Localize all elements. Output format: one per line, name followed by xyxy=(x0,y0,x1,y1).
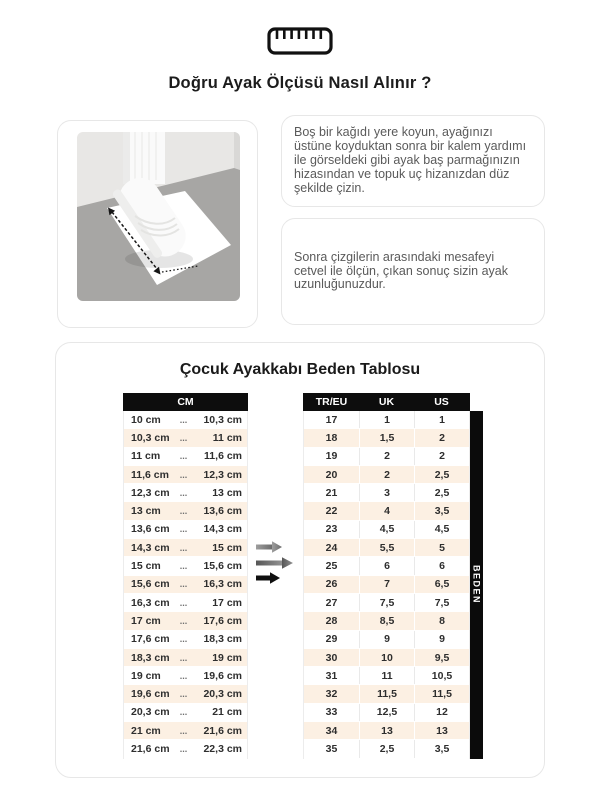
range-dots: ... xyxy=(179,561,188,572)
size-table-rows xyxy=(303,411,470,759)
table-row xyxy=(124,429,247,447)
cm-from-cell: 11 cm xyxy=(131,450,161,463)
us-cell: 2,5 xyxy=(414,484,469,501)
us-cell: 9,5 xyxy=(414,649,469,666)
tr-eu-cell: 22 xyxy=(325,505,338,518)
cm-to-cell: 16,3 cm xyxy=(203,578,242,591)
us-cell: 12 xyxy=(414,704,469,721)
uk-cell: 1 xyxy=(359,411,414,428)
cm-to-cell: 20,3 cm xyxy=(203,688,242,701)
table-row xyxy=(124,685,247,703)
us-cell: 6 xyxy=(414,557,469,574)
cm-table-header: CM xyxy=(123,393,248,411)
cm-to-cell: 18,3 cm xyxy=(203,633,242,646)
uk-cell: 10 xyxy=(359,649,414,666)
us-cell: 3,5 xyxy=(414,740,469,757)
tr-eu-cell: 21 xyxy=(325,486,338,499)
cm-from-cell: 18,3 cm xyxy=(131,651,170,664)
instruction-step-2 xyxy=(281,218,545,325)
tr-eu-cell: 31 xyxy=(325,669,338,682)
instruction-step-2-text: Sonra çizgilerin arasındaki mesafeyi cetvel ile ölçün, çıkan sonuç sizin ayak uzunluğunuzdur. xyxy=(294,249,508,292)
cm-to-cell: 13 cm xyxy=(212,486,242,499)
range-dots: ... xyxy=(179,670,188,681)
uk-cell: 11 xyxy=(359,667,414,684)
uk-cell: 2,5 xyxy=(359,740,414,757)
tr-eu-cell: 29 xyxy=(325,633,338,646)
range-dots: ... xyxy=(179,451,188,462)
us-cell: 2 xyxy=(414,448,469,465)
tr-eu-cell: 18 xyxy=(325,431,338,444)
table-row xyxy=(124,704,247,722)
cm-from-cell: 21 cm xyxy=(131,724,161,737)
range-dots: ... xyxy=(179,524,188,535)
table-row xyxy=(304,631,469,649)
us-cell: 2,5 xyxy=(414,466,469,483)
cm-to-cell: 15,6 cm xyxy=(203,560,242,573)
range-dots: ... xyxy=(179,506,188,517)
range-dots: ... xyxy=(179,487,188,498)
table-row xyxy=(304,685,469,703)
uk-cell: 9 xyxy=(359,631,414,648)
uk-cell: 4 xyxy=(359,502,414,519)
us-cell: 2 xyxy=(414,429,469,446)
cm-to-cell: 15 cm xyxy=(212,541,242,554)
range-dots: ... xyxy=(179,615,188,626)
cm-from-cell: 15 cm xyxy=(131,560,161,573)
table-row xyxy=(304,502,469,520)
tr-eu-cell: 25 xyxy=(325,560,338,573)
cm-from-cell: 11,6 cm xyxy=(131,468,169,481)
us-cell: 11,5 xyxy=(414,685,469,702)
uk-cell: 3 xyxy=(359,484,414,501)
cm-from-cell: 10,3 cm xyxy=(131,431,170,444)
range-dots: ... xyxy=(179,743,188,754)
table-row xyxy=(124,484,247,502)
us-cell: 1 xyxy=(414,411,469,428)
range-dots: ... xyxy=(179,652,188,663)
cm-to-cell: 13,6 cm xyxy=(203,505,242,518)
table-row xyxy=(304,667,469,685)
table-row xyxy=(124,521,247,539)
cm-to-cell: 19 cm xyxy=(212,651,242,664)
cm-table-rows xyxy=(123,411,248,759)
tr-eu-cell: 34 xyxy=(325,724,338,737)
instruction-step-1 xyxy=(281,115,545,207)
table-row xyxy=(124,612,247,630)
uk-cell: 8,5 xyxy=(359,612,414,629)
cm-from-cell: 17 cm xyxy=(131,614,161,627)
range-dots: ... xyxy=(179,579,188,590)
cm-to-cell: 12,3 cm xyxy=(203,468,242,481)
tr-eu-cell: 35 xyxy=(325,742,338,755)
tr-eu-cell: 33 xyxy=(325,706,338,719)
table-row xyxy=(304,448,469,466)
table-row xyxy=(304,594,469,612)
uk-cell: 7,5 xyxy=(359,594,414,611)
cm-table xyxy=(123,393,248,759)
us-cell: 6,5 xyxy=(414,576,469,593)
table-row xyxy=(124,466,247,484)
uk-cell: 11,5 xyxy=(359,685,414,702)
table-row xyxy=(304,740,469,758)
table-row xyxy=(124,576,247,594)
cm-to-cell: 19,6 cm xyxy=(203,669,242,682)
uk-cell: 5,5 xyxy=(359,539,414,556)
cm-from-cell: 13 cm xyxy=(131,505,161,518)
us-cell: 4,5 xyxy=(414,521,469,538)
tr-eu-cell: 26 xyxy=(325,578,338,591)
us-cell: 10,5 xyxy=(414,667,469,684)
table-row xyxy=(124,667,247,685)
cm-from-cell: 21,6 cm xyxy=(131,742,170,755)
us-cell: 3,5 xyxy=(414,502,469,519)
cm-from-cell: 15,6 cm xyxy=(131,578,170,591)
range-dots: ... xyxy=(179,725,188,736)
range-dots: ... xyxy=(179,469,188,480)
uk-cell: 1,5 xyxy=(359,429,414,446)
cm-to-cell: 17 cm xyxy=(212,596,242,609)
table-row xyxy=(124,649,247,667)
cm-to-cell: 10,3 cm xyxy=(203,413,242,426)
tr-eu-cell: 23 xyxy=(325,523,338,536)
range-dots: ... xyxy=(179,689,188,700)
size-table-card xyxy=(55,342,545,778)
us-cell: 8 xyxy=(414,612,469,629)
table-row xyxy=(304,466,469,484)
cm-to-cell: 21 cm xyxy=(212,706,242,719)
cm-from-cell: 10 cm xyxy=(131,413,161,426)
tr-eu-cell: 27 xyxy=(325,596,338,609)
table-row xyxy=(304,649,469,667)
us-cell: 13 xyxy=(414,722,469,739)
table-row xyxy=(304,722,469,740)
foot-measure-photo xyxy=(57,120,258,328)
table-row xyxy=(124,448,247,466)
table-row xyxy=(304,484,469,502)
uk-cell: 2 xyxy=(359,466,414,483)
range-dots: ... xyxy=(179,432,188,443)
table-row xyxy=(124,740,247,758)
tr-eu-cell: 28 xyxy=(325,614,338,627)
table-row xyxy=(124,502,247,520)
page-title: Doğru Ayak Ölçüsü Nasıl Alınır ? xyxy=(168,74,432,92)
cm-from-cell: 12,3 cm xyxy=(131,486,170,499)
cm-from-cell: 16,3 cm xyxy=(131,596,170,609)
table-row xyxy=(124,557,247,575)
size-table-header xyxy=(303,393,470,411)
table-row xyxy=(304,429,469,447)
table-row xyxy=(304,521,469,539)
tr-eu-cell: 17 xyxy=(325,413,338,426)
table-row xyxy=(124,539,247,557)
cm-to-cell: 11,6 cm xyxy=(204,450,242,463)
size-table-title: Çocuk Ayakkabı Beden Tablosu xyxy=(179,361,421,378)
header-us: US xyxy=(434,396,449,408)
uk-cell: 6 xyxy=(359,557,414,574)
tr-eu-cell: 24 xyxy=(325,541,338,554)
table-row xyxy=(124,594,247,612)
size-table xyxy=(303,393,470,759)
us-cell: 5 xyxy=(414,539,469,556)
table-row xyxy=(304,557,469,575)
range-dots: ... xyxy=(179,707,188,718)
table-row xyxy=(304,539,469,557)
header-tr-eu: TR/EU xyxy=(315,396,348,408)
tr-eu-cell: 20 xyxy=(325,468,338,481)
cm-to-cell: 17,6 cm xyxy=(203,614,242,627)
uk-cell: 4,5 xyxy=(359,521,414,538)
table-row xyxy=(304,576,469,594)
uk-cell: 13 xyxy=(359,722,414,739)
us-cell: 9 xyxy=(414,631,469,648)
header-uk: UK xyxy=(378,396,395,408)
cm-from-cell: 14,3 cm xyxy=(131,541,170,554)
uk-cell: 12,5 xyxy=(359,704,414,721)
table-row xyxy=(304,704,469,722)
table-row xyxy=(304,612,469,630)
cm-to-cell: 21,6 cm xyxy=(203,724,242,737)
triple-arrow-right-icon xyxy=(253,538,303,586)
cm-to-cell: 22,3 cm xyxy=(203,742,242,755)
cm-from-cell: 20,3 cm xyxy=(131,706,170,719)
tr-eu-cell: 32 xyxy=(325,688,338,701)
cm-to-cell: 14,3 cm xyxy=(203,523,242,536)
ruler-icon xyxy=(267,27,333,55)
range-dots: ... xyxy=(179,414,188,425)
cm-from-cell: 17,6 cm xyxy=(131,633,170,646)
range-dots: ... xyxy=(179,542,188,553)
cm-from-cell: 19,6 cm xyxy=(131,688,170,701)
table-row xyxy=(124,631,247,649)
beden-side-label: BEDEN xyxy=(470,411,483,759)
cm-from-cell: 13,6 cm xyxy=(131,523,170,536)
table-row xyxy=(124,411,247,429)
us-cell: 7,5 xyxy=(414,594,469,611)
tr-eu-cell: 30 xyxy=(325,651,338,664)
uk-cell: 7 xyxy=(359,576,414,593)
uk-cell: 2 xyxy=(359,448,414,465)
instruction-step-1-text: Boş bir kağıdı yere koyun, ayağınızı üstüne koyduktan sonra bir kalem yardımı ile görseldeki gibi ayak baş parmağınızın hizasından ve topuk uç hizanızdan düz şekilde çizin. xyxy=(294,125,527,195)
table-row xyxy=(124,722,247,740)
tr-eu-cell: 19 xyxy=(325,450,338,463)
cm-to-cell: 11 cm xyxy=(212,431,242,444)
cm-from-cell: 19 cm xyxy=(131,669,161,682)
range-dots: ... xyxy=(179,597,188,608)
table-row xyxy=(304,411,469,429)
range-dots: ... xyxy=(179,634,188,645)
